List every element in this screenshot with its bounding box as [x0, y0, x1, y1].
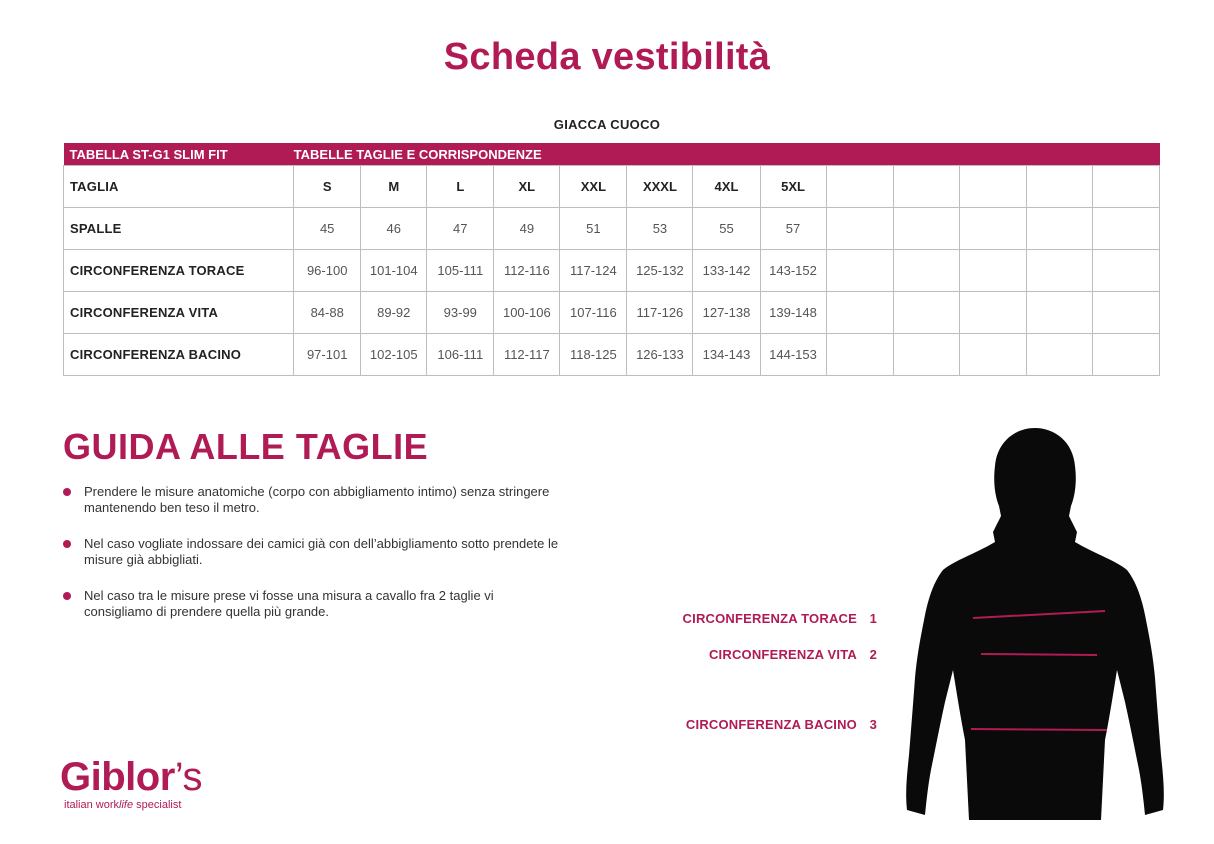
body-silhouette [885, 420, 1185, 820]
table-cell: 55 [693, 208, 760, 250]
empty-cell [1092, 250, 1159, 292]
empty-cell [1092, 208, 1159, 250]
guide-item-text: Nel caso tra le misure prese vi fosse una misura a cavallo fra 2 taglie vi consigliamo di prendere quella più grande. [84, 588, 494, 619]
empty-cell [1026, 292, 1092, 334]
size-table [63, 143, 1160, 376]
empty-cell [826, 250, 893, 292]
table-row [64, 208, 1160, 250]
empty-cell [826, 208, 893, 250]
waist-measure-line [981, 654, 1097, 655]
table-row [64, 166, 1160, 208]
empty-cell [1026, 334, 1092, 376]
tagline-italic: life [119, 799, 134, 811]
table-cell: 112-117 [494, 334, 560, 376]
brand-name-main: Giblor [60, 755, 175, 799]
empty-cell [959, 208, 1026, 250]
empty-cell [959, 334, 1026, 376]
guide-item [63, 484, 563, 516]
guide-item-text: Nel caso vogliate indossare dei camici già con dell’abbigliamento sotto prendete le misure già abbigliati. [84, 536, 559, 567]
table-cell: 106-111 [427, 334, 494, 376]
guide-item [63, 588, 563, 620]
table-cell: 51 [560, 208, 627, 250]
bullet-dot-icon [63, 488, 71, 496]
label-hip-num: 3 [869, 717, 877, 732]
table-cell: 143-152 [760, 250, 826, 292]
bullet-dot-icon [63, 540, 71, 548]
table-cell: 45 [294, 208, 361, 250]
table-cell: 125-132 [627, 250, 693, 292]
table-cell: 101-104 [361, 250, 427, 292]
empty-cell [1026, 208, 1092, 250]
table-cell: XXL [560, 166, 627, 208]
bullet-dot-icon [63, 592, 71, 600]
table-cell: 102-105 [361, 334, 427, 376]
guide-list [63, 484, 563, 640]
table-cell: 112-116 [494, 250, 560, 292]
table-cell: XXXL [627, 166, 693, 208]
table-cell: 139-148 [760, 292, 826, 334]
table-cell: 133-142 [693, 250, 760, 292]
label-chest-text: CIRCONFERENZA TORACE [682, 611, 857, 626]
empty-cell [1092, 334, 1159, 376]
label-chest [683, 611, 877, 626]
row-label: CIRCONFERENZA BACINO [64, 334, 294, 376]
table-cell: 84-88 [294, 292, 361, 334]
empty-cell [1026, 250, 1092, 292]
empty-cell [826, 166, 893, 208]
table-cell: 47 [427, 208, 494, 250]
table-cell: 144-153 [760, 334, 826, 376]
table-cell: 127-138 [693, 292, 760, 334]
row-label: CIRCONFERENZA VITA [64, 292, 294, 334]
label-waist [709, 647, 877, 662]
row-label: SPALLE [64, 208, 294, 250]
empty-cell [1092, 292, 1159, 334]
empty-cell [893, 250, 959, 292]
brand-name-suffix: ’s [174, 755, 202, 799]
table-cell: 107-116 [560, 292, 627, 334]
table-cell: 49 [494, 208, 560, 250]
table-cell: 97-101 [294, 334, 361, 376]
empty-cell [1092, 166, 1159, 208]
brand-logo [60, 757, 202, 811]
table-cell: 57 [760, 208, 826, 250]
empty-cell [959, 166, 1026, 208]
empty-cell [893, 334, 959, 376]
table-cell: XL [494, 166, 560, 208]
table-cell: 96-100 [294, 250, 361, 292]
page-title: Scheda vestibilità [443, 36, 771, 78]
guide-item [63, 536, 563, 568]
table-header-right: TABELLE TAGLIE E CORRISPONDENZE [294, 143, 1160, 166]
label-waist-num: 2 [869, 647, 877, 662]
table-cell: 100-106 [494, 292, 560, 334]
table-cell: 46 [361, 208, 427, 250]
brand-tagline [64, 799, 202, 811]
table-cell: 117-124 [560, 250, 627, 292]
table-cell: 93-99 [427, 292, 494, 334]
tagline-post: specialist [133, 799, 182, 811]
table-cell: 4XL [693, 166, 760, 208]
product-name: GIACCA CUOCO [553, 117, 661, 132]
empty-cell [826, 292, 893, 334]
table-cell: 117-126 [627, 292, 693, 334]
label-waist-text: CIRCONFERENZA VITA [708, 647, 857, 662]
hip-measure-line [971, 729, 1107, 730]
table-body [64, 166, 1160, 376]
table-cell: 89-92 [361, 292, 427, 334]
brand-name [60, 757, 202, 797]
row-label: CIRCONFERENZA TORACE [64, 250, 294, 292]
table-cell: L [427, 166, 494, 208]
label-hip-text: CIRCONFERENZA BACINO [685, 717, 857, 732]
table-cell: 53 [627, 208, 693, 250]
empty-cell [959, 250, 1026, 292]
table-cell: S [294, 166, 361, 208]
table-header-left: TABELLA ST-G1 SLIM FIT [64, 143, 294, 166]
empty-cell [893, 208, 959, 250]
silhouette-shape [906, 428, 1164, 820]
empty-cell [959, 292, 1026, 334]
table-cell: M [361, 166, 427, 208]
empty-cell [893, 292, 959, 334]
label-hip [686, 717, 877, 732]
guide-item-text: Prendere le misure anatomiche (corpo con abbigliamento intimo) senza stringere mantenendo ben teso il metro. [84, 484, 550, 515]
table-cell: 134-143 [693, 334, 760, 376]
table-cell: 105-111 [427, 250, 494, 292]
table-row [64, 250, 1160, 292]
empty-cell [1026, 166, 1092, 208]
table-header-row [64, 143, 1160, 166]
tagline-pre: italian work [64, 799, 120, 811]
table-cell: 118-125 [560, 334, 627, 376]
empty-cell [826, 334, 893, 376]
table-cell: 5XL [760, 166, 826, 208]
empty-cell [893, 166, 959, 208]
table-row [64, 292, 1160, 334]
label-chest-num: 1 [869, 611, 877, 626]
table-row [64, 334, 1160, 376]
table-cell: 126-133 [627, 334, 693, 376]
guide-title: GUIDA ALLE TAGLIE [63, 426, 429, 467]
row-label: TAGLIA [64, 166, 294, 208]
